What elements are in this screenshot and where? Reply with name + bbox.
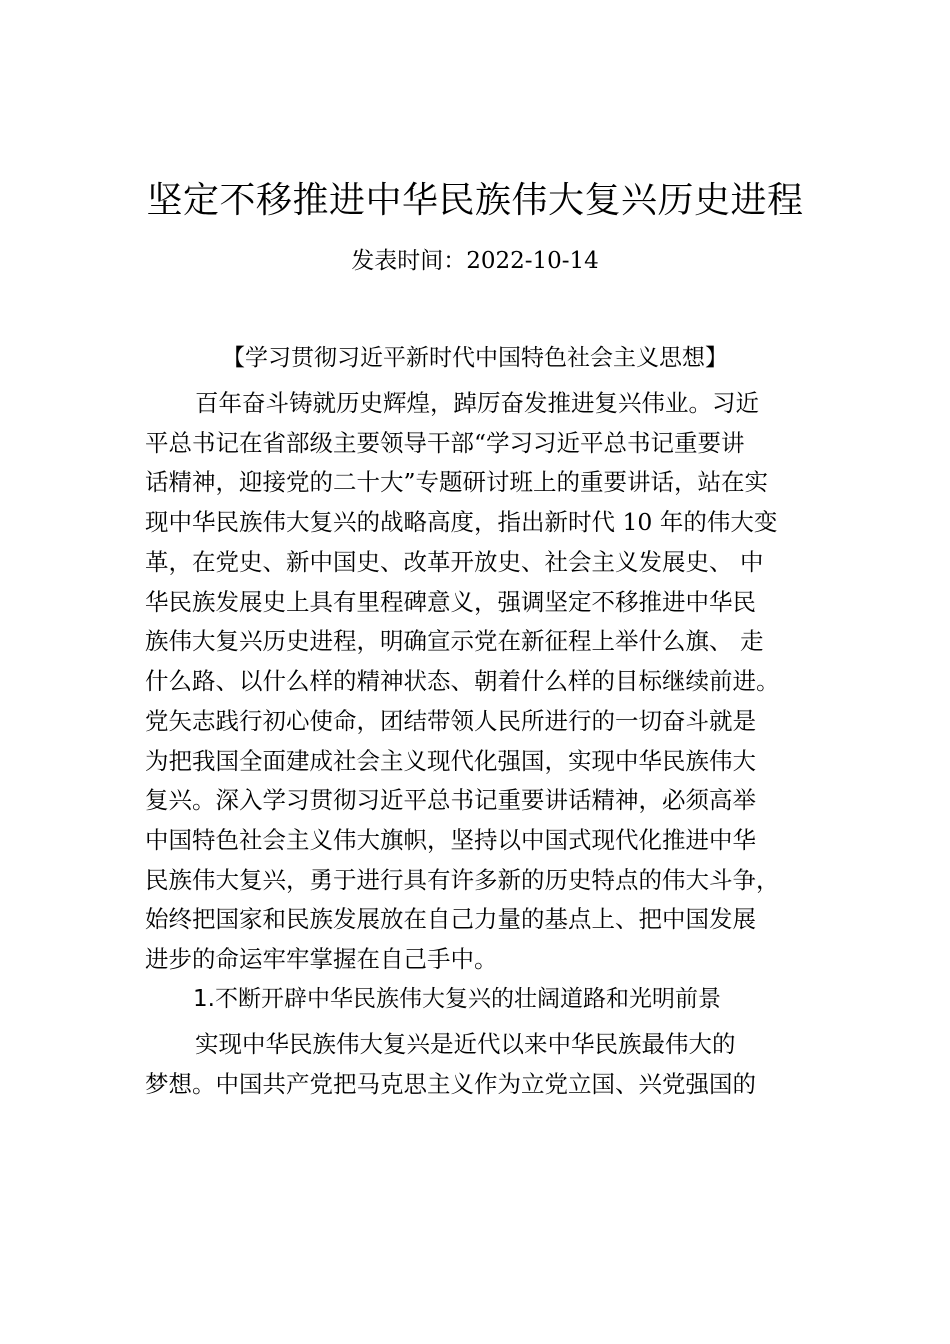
- paragraph-line: 梦想。中国共产党把马克思主义作为立党立国、兴党强国的: [145, 1070, 756, 1098]
- publish-date: 发表时间：2022-10-14: [351, 248, 599, 274]
- page-title: 坚定不移推进中华民族伟大复兴历史进程: [146, 180, 804, 221]
- section-heading: 【学习贯彻习近平新时代中国特色社会主义思想】: [222, 345, 728, 371]
- paragraph-line: 民族伟大复兴，勇于进行具有许多新的历史特点的伟大斗争，: [145, 866, 780, 894]
- paragraph-line: 为把我国全面建成社会主义现代化强国，实现中华民族伟大: [145, 747, 756, 775]
- paragraph-line: 华民族发展史上具有里程碑意义，强调坚定不移推进中华民: [145, 588, 756, 616]
- paragraph-line: 现中华民族伟大复兴的战略高度，指出新时代 10 年的伟大变: [145, 508, 778, 536]
- paragraph-line: 复兴。深入学习贯彻习近平总书记重要讲话精神，必须高举: [145, 786, 756, 814]
- paragraph-line: 什么路、以什么样的精神状态、朝着什么样的目标继续前进。: [145, 667, 780, 695]
- paragraph-line: 进步的命运牢牢掌握在自己手中。: [145, 945, 498, 973]
- paragraph-line: 族伟大复兴历史进程，明确宣示党在新征程上举什么旗、 走: [145, 627, 764, 655]
- paragraph-line: 百年奋斗铸就历史辉煌，踔厉奋发推进复兴伟业。习近: [195, 389, 759, 417]
- paragraph-line: 革，在党史、新中国史、改革开放史、社会主义发展史、 中: [145, 548, 764, 576]
- subheading: 1.不断开辟中华民族伟大复兴的壮阔道路和光明前景: [193, 986, 721, 1012]
- paragraph-line: 党矢志践行初心使命，团结带领人民所进行的一切奋斗就是: [145, 707, 756, 735]
- paragraph-line: 话精神，迎接党的二十大”专题研讨班上的重要讲话，站在实: [145, 468, 769, 496]
- paragraph-line: 中国特色社会主义伟大旗帜，坚持以中国式现代化推进中华: [145, 826, 756, 854]
- paragraph-line: 始终把国家和民族发展放在自己力量的基点上、把中国发展: [145, 905, 756, 933]
- paragraph-line: 实现中华民族伟大复兴是近代以来中华民族最伟大的: [195, 1030, 736, 1058]
- paragraph-line: 平总书记在省部级主要领导干部“学习习近平总书记重要讲: [145, 429, 745, 457]
